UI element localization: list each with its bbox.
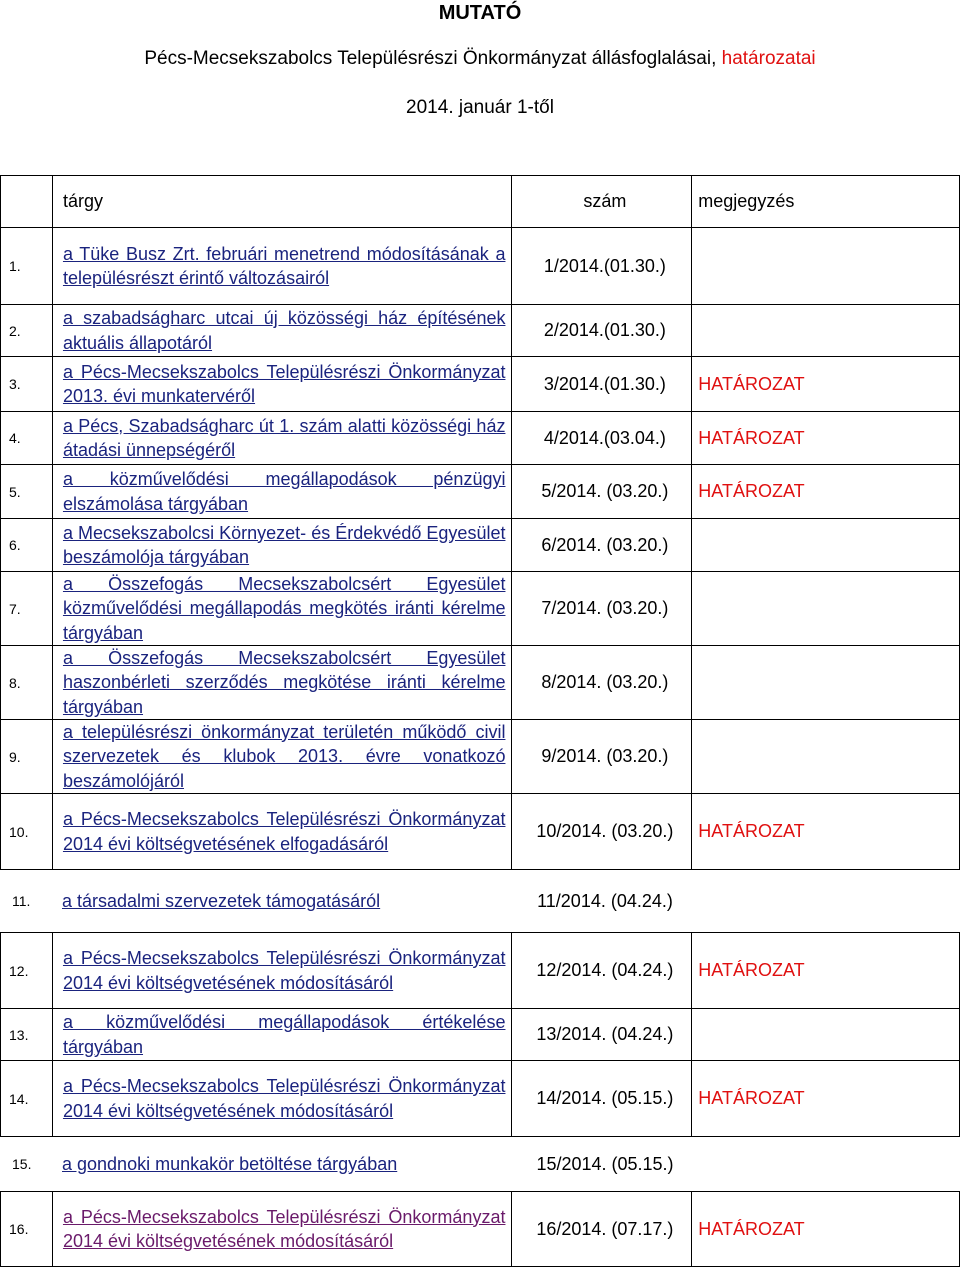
row-subject bbox=[52, 1137, 512, 1191]
row-number: 3. bbox=[1, 357, 53, 412]
row-resolution-number: 16/2014. (07.17.) bbox=[512, 1192, 692, 1267]
row-number: 11. bbox=[12, 893, 31, 909]
row-subject bbox=[53, 412, 513, 465]
table-row bbox=[1, 305, 960, 357]
row-note: HATÁROZAT bbox=[692, 465, 960, 519]
row-note: HATÁROZAT bbox=[692, 1192, 960, 1267]
row-subject bbox=[53, 1009, 513, 1061]
row-resolution-number: 3/2014.(01.30.) bbox=[512, 357, 692, 412]
row-number: 5. bbox=[1, 465, 53, 519]
row-note bbox=[692, 720, 960, 794]
table-row-16 bbox=[1, 1192, 960, 1267]
row-resolution-number: 9/2014. (03.20.) bbox=[512, 720, 692, 794]
row-number: 1. bbox=[1, 228, 53, 305]
row-resolution-number: 15/2014. (05.15.) bbox=[536, 1153, 674, 1174]
row-note: HATÁROZAT bbox=[692, 357, 960, 412]
table-row bbox=[1, 646, 960, 720]
row-subject bbox=[53, 646, 513, 720]
row-note: HATÁROZAT bbox=[692, 1061, 960, 1137]
subject-link[interactable]: a Pécs, Szabadságharc út 1. szám alatti közösségi ház átadási ünnepségéről bbox=[62, 415, 506, 460]
header-number: szám bbox=[512, 176, 692, 228]
row-resolution-number: 11/2014. (04.24.) bbox=[537, 890, 673, 911]
subtitle-red-word: határozatai bbox=[721, 48, 816, 69]
row-subject bbox=[53, 720, 513, 794]
subject-link[interactable]: a Pécs-Mecsekszabolcs Településrészi Önkormányzat 2014 évi költségvetésének módosításáról bbox=[62, 1076, 506, 1121]
row-subject bbox=[53, 794, 513, 870]
subject-link[interactable]: a Összefogás Mecsekszabolcsért Egyesület közművelődési megállapodás megkötés iránti kérelme tárgyában bbox=[62, 573, 506, 643]
row-number: 16. bbox=[1, 1192, 53, 1267]
row-subject bbox=[53, 572, 513, 646]
document-subtitle bbox=[0, 48, 960, 70]
table-row bbox=[1, 1061, 960, 1137]
table-block-b bbox=[0, 932, 960, 1137]
row-number: 14. bbox=[1, 1061, 53, 1137]
row-note: HATÁROZAT bbox=[692, 933, 960, 1009]
table-row bbox=[1, 228, 960, 305]
row-subject bbox=[53, 519, 513, 572]
row-number: 10. bbox=[1, 794, 53, 870]
row-subject bbox=[53, 228, 513, 305]
row-number: 12. bbox=[1, 933, 53, 1009]
subject-link[interactable]: a közművelődési megállapodások pénzügyi elszámolása tárgyában bbox=[62, 469, 506, 514]
row-number: 7. bbox=[1, 572, 53, 646]
row-subject bbox=[53, 1061, 513, 1137]
row-number: 2. bbox=[1, 305, 53, 357]
subject-link[interactable]: a Tüke Busz Zrt. februári menetrend módosításának a településrészt érintő változásairól bbox=[62, 243, 506, 288]
row-note: HATÁROZAT bbox=[692, 794, 960, 870]
table-row bbox=[1, 720, 960, 794]
row-subject bbox=[53, 465, 513, 519]
row-resolution-number: 8/2014. (03.20.) bbox=[512, 646, 692, 720]
row-resolution-number: 10/2014. (03.20.) bbox=[512, 794, 692, 870]
table-row-11 bbox=[0, 870, 960, 932]
row-note bbox=[692, 646, 960, 720]
row-resolution-number: 6/2014. (03.20.) bbox=[512, 519, 692, 572]
table-row bbox=[1, 572, 960, 646]
subject-link[interactable]: a Pécs-Mecsekszabolcs Településrészi Önkormányzat 2013. évi munkatervéről bbox=[62, 361, 506, 406]
table-row-15 bbox=[0, 1137, 960, 1191]
row-resolution-number: 2/2014.(01.30.) bbox=[512, 305, 692, 357]
document-title: MUTATÓ bbox=[438, 2, 522, 24]
row-number: 15. bbox=[12, 1156, 32, 1172]
row-number: 6. bbox=[1, 519, 53, 572]
row-subject bbox=[53, 305, 513, 357]
subject-link[interactable]: a társadalmi szervezetek támogatásáról bbox=[62, 890, 381, 911]
row-resolution-number: 1/2014.(01.30.) bbox=[512, 228, 692, 305]
row-subject bbox=[53, 357, 513, 412]
row-number: 8. bbox=[1, 646, 53, 720]
subject-link[interactable]: a Pécs-Mecsekszabolcs Településrészi Önkormányzat 2014 évi költségvetésének módosításáról bbox=[62, 1206, 506, 1251]
row-subject bbox=[53, 933, 513, 1009]
header-subject: tárgy bbox=[53, 176, 513, 228]
row-note bbox=[692, 572, 960, 646]
row-resolution-number: 5/2014. (03.20.) bbox=[512, 465, 692, 519]
table-header-row bbox=[1, 176, 960, 228]
table-row bbox=[1, 412, 960, 465]
row-number: 4. bbox=[1, 412, 53, 465]
row-resolution-number: 4/2014.(03.04.) bbox=[512, 412, 692, 465]
row-note bbox=[692, 1137, 960, 1191]
subject-link[interactable]: a Pécs-Mecsekszabolcs Településrészi Önkormányzat 2014 évi költségvetésének módosításáról bbox=[62, 948, 506, 993]
subject-link[interactable]: a gondnoki munkakör betöltése tárgyában bbox=[62, 1153, 398, 1174]
row-note bbox=[692, 228, 960, 305]
row-number: 13. bbox=[1, 1009, 53, 1061]
table-row bbox=[1, 357, 960, 412]
table-row bbox=[1, 465, 960, 519]
row-note bbox=[692, 305, 960, 357]
subtitle-main: Pécs-Mecsekszabolcs Településrészi Önkormányzat állásfoglalásai, bbox=[144, 48, 722, 69]
row-note bbox=[692, 519, 960, 572]
row-resolution-number: 13/2014. (04.24.) bbox=[512, 1009, 692, 1061]
subject-link[interactable]: a közművelődési megállapodások értékelése tárgyában bbox=[62, 1012, 506, 1057]
row-number: 9. bbox=[1, 720, 53, 794]
subject-link[interactable]: a Pécs-Mecsekszabolcs Településrészi Önkormányzat 2014 évi költségvetésének elfogadásáról bbox=[62, 809, 506, 854]
row-subject bbox=[53, 1192, 513, 1267]
row-note: HATÁROZAT bbox=[692, 412, 960, 465]
subject-link[interactable]: a településrészi önkormányzat területén működő civil szervezetek és klubok 2013. évre vonatkozó beszámolójáról bbox=[62, 721, 506, 791]
row-note bbox=[692, 870, 960, 932]
table-block-a bbox=[0, 175, 960, 870]
table-row bbox=[1, 794, 960, 870]
header-note: megjegyzés bbox=[692, 176, 960, 228]
table-row bbox=[1, 519, 960, 572]
document-date: 2014. január 1-től bbox=[406, 97, 554, 118]
table-block-c bbox=[0, 1191, 960, 1267]
row-note bbox=[692, 1009, 960, 1061]
table-row bbox=[1, 1009, 960, 1061]
table-row bbox=[1, 933, 960, 1009]
resolutions-table bbox=[0, 175, 960, 1267]
header-number-cell bbox=[1, 176, 53, 228]
row-subject bbox=[52, 870, 512, 932]
row-resolution-number: 7/2014. (03.20.) bbox=[512, 572, 692, 646]
row-resolution-number: 12/2014. (04.24.) bbox=[512, 933, 692, 1009]
row-resolution-number: 14/2014. (05.15.) bbox=[512, 1061, 692, 1137]
subject-link[interactable]: a Mecsekszabolcsi Környezet- és Érdekvédő Egyesület beszámolója tárgyában bbox=[62, 522, 506, 567]
subject-link[interactable]: a szabadságharc utcai új közösségi ház építésének aktuális állapotáról bbox=[62, 308, 506, 353]
subject-link[interactable]: a Összefogás Mecsekszabolcsért Egyesület haszonbérleti szerződés megkötése iránti kérelme tárgyában bbox=[62, 647, 506, 717]
